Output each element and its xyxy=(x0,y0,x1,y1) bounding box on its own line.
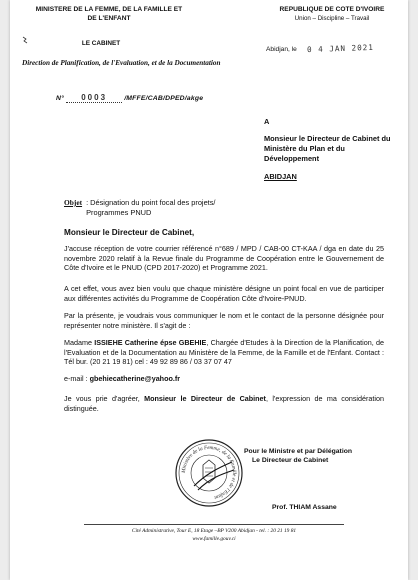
date-place: Abidjan, le xyxy=(266,46,297,53)
cabinet-label: LE CABINET xyxy=(81,40,121,47)
email-line xyxy=(64,374,180,383)
paragraph-focal-point xyxy=(64,338,384,367)
recipient-title: Monsieur le Directeur de Cabinet du Ministère du Plan et du Développement xyxy=(264,134,391,163)
svg-text:Ministère de la Femme, de la F xyxy=(181,445,237,501)
closing-pre: Je vous prie d'agréer, xyxy=(64,394,145,403)
seal-text: Ministère de la Femme, de la Famille et de l'Enfant xyxy=(180,444,238,501)
salutation: Monsieur le Directeur de Cabinet, xyxy=(64,228,195,237)
subject-label: Objet xyxy=(64,198,83,207)
republic-name: REPUBLIQUE DE COTE D'IVOIRE xyxy=(279,6,385,13)
national-motto: Union – Discipline – Travail xyxy=(294,15,370,22)
paragraph-designation: Par la présente, je voudrais vous communiquer le nom et le contact de la personne désignée pour représenter notre ministère. Il s'agit de : xyxy=(64,311,384,330)
republic-block xyxy=(272,6,392,22)
footer-divider xyxy=(84,524,344,525)
subject-text: : Désignation du point focal des projets/ Programmes PNUD xyxy=(86,198,216,217)
focal-point-name: ISSIEHE Catherine épse GBEHIE xyxy=(94,338,207,347)
ref-number-stamp: 0003 xyxy=(66,93,122,103)
ref-prefix: N° xyxy=(56,95,65,102)
closing-name: Monsieur le Directeur de Cabinet xyxy=(144,394,266,403)
focal-details: , Chargée d'Etudes à la Direction de la Planification, de l'Evaluation et de la Documentation au Ministère de la Femme, de la Famille et de l'Enfant. Contact : Tél bur. (20 21 19 81) cel : 49 92 89 86 / 03 37 07 47 xyxy=(64,338,384,367)
signatory-name: Prof. THIAM Assane xyxy=(272,504,337,511)
email-address: gbehiecatherine@yahoo.fr xyxy=(89,374,181,383)
date-stamp: 0 4 JAN 2021 xyxy=(306,42,374,55)
signature-block xyxy=(244,448,394,465)
paragraph-acknowledgement: J'accuse réception de votre courrier référencé n°689 / MPD / CAB-00 CT-KAA / dga en date du 25 novembre 2020 relatif à la Revue finale du Programme de Coopération entre le Gouvernement de Côte d'Ivoire et le PNUD (CPD 2017-2020) et Programme 2021. xyxy=(64,244,384,273)
footer-address xyxy=(64,527,364,543)
footer-line-1: Cité Administrative, Tour E, 18 Etage –BP V200 Abidjan - tel. : 20 21 19 81 xyxy=(131,528,297,534)
paragraph-closing xyxy=(64,394,384,413)
recipient-city: ABIDJAN xyxy=(264,172,297,181)
official-seal xyxy=(174,438,244,508)
closing-post: , l'expression de ma considération distinguée. xyxy=(64,394,385,413)
subject-line xyxy=(64,198,256,218)
reference-number xyxy=(56,93,203,103)
date-line xyxy=(266,44,374,53)
ministry-name: MINISTERE DE LA FEMME, DE LA FAMILLE ET DE L'ENFANT xyxy=(35,6,183,22)
focal-pre: Madame xyxy=(64,338,95,347)
footer-website: www.famille.gouv.ci xyxy=(192,536,236,542)
paragraph-purpose xyxy=(64,284,384,303)
ref-suffix: /MFFE/CAB/DPED/akge xyxy=(124,95,204,102)
signature-delegation: Pour le Ministre et par Délégation xyxy=(244,448,353,455)
directorate-name: Direction de Planification, de l'Evaluation, et de la Documentation xyxy=(22,59,221,67)
email-label: e-mail : xyxy=(64,374,90,383)
signature-role: Le Directeur de Cabinet xyxy=(252,456,329,464)
letter-page xyxy=(10,0,408,580)
recipient-to: A xyxy=(264,117,270,126)
handwritten-mark xyxy=(22,36,28,44)
paragraph-purpose-text: A cet effet, vous avez bien voulu que chaque ministère désigne un point focal en vue de participer aux différentes activités du Programme de Coopération Côte d'Ivoire-PNUD. xyxy=(64,284,384,303)
